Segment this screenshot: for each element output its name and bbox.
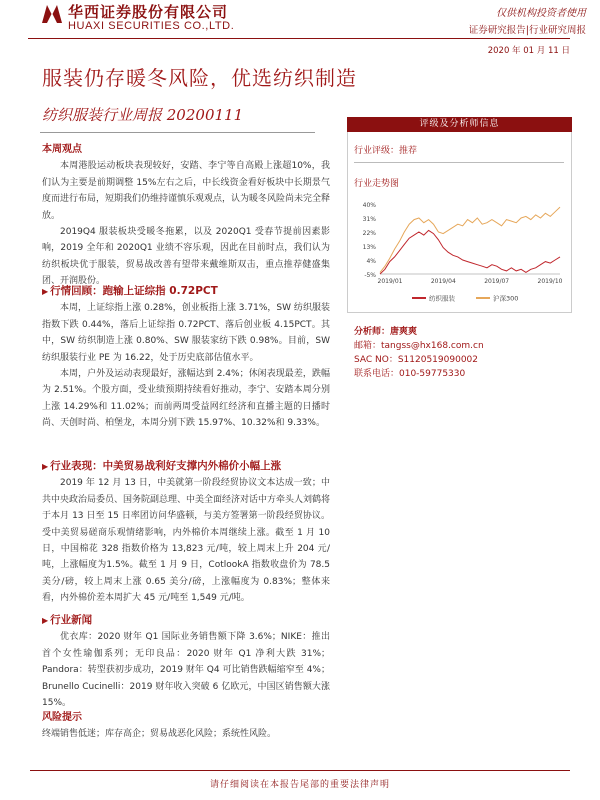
- section-market: [42, 283, 330, 432]
- paragraph: 2019Q4 服装板块受暖冬拖累，以及 2020Q1 受春节提前因素影响，2019 全年和 2020Q1 业绩不容乐观，因此在目前时点，我们认为纺织板块优于服装，贸易战改善有望带来戴维斯双击，重点推荐健盛集团、开润股份。: [42, 227, 330, 287]
- section-view: [42, 142, 330, 290]
- section-heading: 行业新闻: [50, 614, 93, 626]
- audience-note: 仅供机构投资者使用: [496, 8, 586, 19]
- analyst-phone: 联系电话：010-59775330: [354, 369, 466, 379]
- analyst-name: 唐爽爽: [390, 327, 418, 337]
- paragraph: 本周，上证综指上涨 0.28%，创业板指上涨 3.71%，SW 纺织服装指数下跌 0.44%，落后上证综指 0.72PCT、落后创业板 4.15PCT。其中，SW 纺织制造上涨 0.80%、SW 服装家纺下跌 0.98%。目前，SW 纺织服装行业 PE 为 16.22，处于历史底部估值水平。: [42, 303, 330, 363]
- section-heading: 风险提示: [42, 712, 82, 723]
- rating-value: 推荐: [399, 146, 418, 156]
- trend-chart-label: 行业走势图: [354, 179, 400, 189]
- legal-notice: 请仔细阅读在本报告尾部的重要法律声明: [209, 780, 390, 790]
- huaxi-logo-icon: [40, 3, 64, 25]
- section-heading: 本周观点: [42, 144, 82, 155]
- report-date: 2020 年 01 月 11 日: [487, 46, 570, 56]
- company-name-cn: 华西证券股份有限公司: [68, 3, 229, 21]
- paragraph: 优衣库：2020 财年 Q1 国际业务销售额下降 3.6%；NIKE：推出首个女性瑜伽系列；无印良品：2020 财年 Q1 净利大跌 31%；Pandora：转型获初步成功，2019 财年 Q4 可比销售跌幅缩窄至 4%；Brunello Cucinelli：2019 财年收入突破 6 亿欧元，中国区销售额大涨 15%。: [42, 632, 330, 709]
- triangle-bullet-icon: ▶: [42, 462, 49, 471]
- sidebar-title: 评级及分析师信息: [347, 117, 572, 132]
- section-heading: 行业表现：中美贸易战利好支撑内外棉价小幅上涨: [50, 460, 282, 472]
- section-risk: [42, 710, 330, 743]
- company-name-en: HUAXI SECURITIES CO.,LTD.: [68, 20, 235, 32]
- y-tick-label: 4%: [366, 258, 376, 265]
- paragraph: 本周港股运动板块表现较好，安踏、李宁等自高殿上涨超10%，我们认为主要是前期调整 15%左右之后，中长线资金看好板块中长期景气度而进行布局，短期我们仍维持谨慎乐观观点，认为暖冬风险尚未完全释放。: [42, 161, 331, 221]
- series-line: [380, 230, 560, 274]
- y-tick-label: 40%: [362, 202, 376, 209]
- y-tick-label: 13%: [362, 244, 376, 251]
- legend-label: 沪深300: [493, 294, 519, 303]
- y-tick-label: 31%: [362, 216, 376, 223]
- section-news: [42, 612, 330, 711]
- analyst-sac: SAC NO：S1120519090002: [354, 355, 478, 365]
- paragraph: 终端销售低迷；库存高企；贸易战恶化风险；系统性风险。: [42, 729, 277, 740]
- analyst-label: 分析师：: [354, 327, 391, 337]
- analyst-email: 邮箱：tangss@hx168.com.cn: [354, 341, 484, 351]
- triangle-bullet-icon: ▶: [42, 287, 49, 296]
- paragraph: 2019 年 12 月 13 日，中美就第一阶段经贸协议文本达成一致；中共中央政治局委员、国务院副总理、中美全面经济对话中方牵头人刘鹤将于本月 13 日至 15 日率团访问华盛顿，与美方签署第一阶段经贸协议。受中美贸易磋商乐观情绪影响，内外棉价本周继续上涨。截至 1 月 10 日，中国棉花 328 指数价格为 13,823 元/吨，较上周末上升 204 元/吨，上涨幅度为1.5%。截至 1 月 9 日，CotlookA 指数收盘价为 78.5 美分/磅，较上周末上涨 0.65 美分/磅，上涨幅度为 0.83%；整体来看，内外棉价差本周扩大 45 元/吨至 1,549 元/吨。: [42, 478, 331, 604]
- industry-rating: [354, 143, 417, 156]
- page-subtitle: 纺织服装行业周报 20200111: [42, 106, 244, 124]
- paragraph: 本周，户外及运动表现最好，涨幅达到 2.4%；休闲表现最差，跌幅为 2.51%。个股方面，受业绩预期持续看好推动，李宁、安踏本周分别上涨 14.29%和 11.02%；而前两周受益网红经济和直播主题的日播时尚、天创时尚、柏堡龙，本周分别下跌 15.97%、10.32%和 9.33%。: [42, 369, 330, 429]
- x-tick-label: 2019/01: [377, 278, 403, 285]
- y-tick-label: 22%: [362, 230, 376, 237]
- industry-trend-chart: [350, 192, 568, 310]
- x-tick-label: 2019/10: [537, 278, 563, 285]
- analyst-info: [354, 325, 484, 381]
- rating-divider: [354, 162, 564, 163]
- legend-label: 纺织服装: [429, 294, 455, 303]
- x-tick-label: 2019/07: [484, 278, 510, 285]
- report-category: 证券研究报告|行业研究周报: [468, 25, 586, 36]
- section-industry: [42, 458, 330, 607]
- x-tick-label: 2019/04: [430, 278, 456, 285]
- section-heading: 行情回顾：跑输上证综指 0.72PCT: [50, 285, 218, 297]
- header-divider: [28, 38, 570, 39]
- footer-divider: [30, 770, 570, 771]
- rating-label: 行业评级：: [354, 146, 400, 156]
- subtitle-divider: [40, 132, 315, 133]
- triangle-bullet-icon: ▶: [42, 616, 49, 625]
- y-tick-label: -5%: [364, 272, 376, 279]
- page-title: 服装仍存暖冬风险，优选纺织制造: [42, 66, 357, 90]
